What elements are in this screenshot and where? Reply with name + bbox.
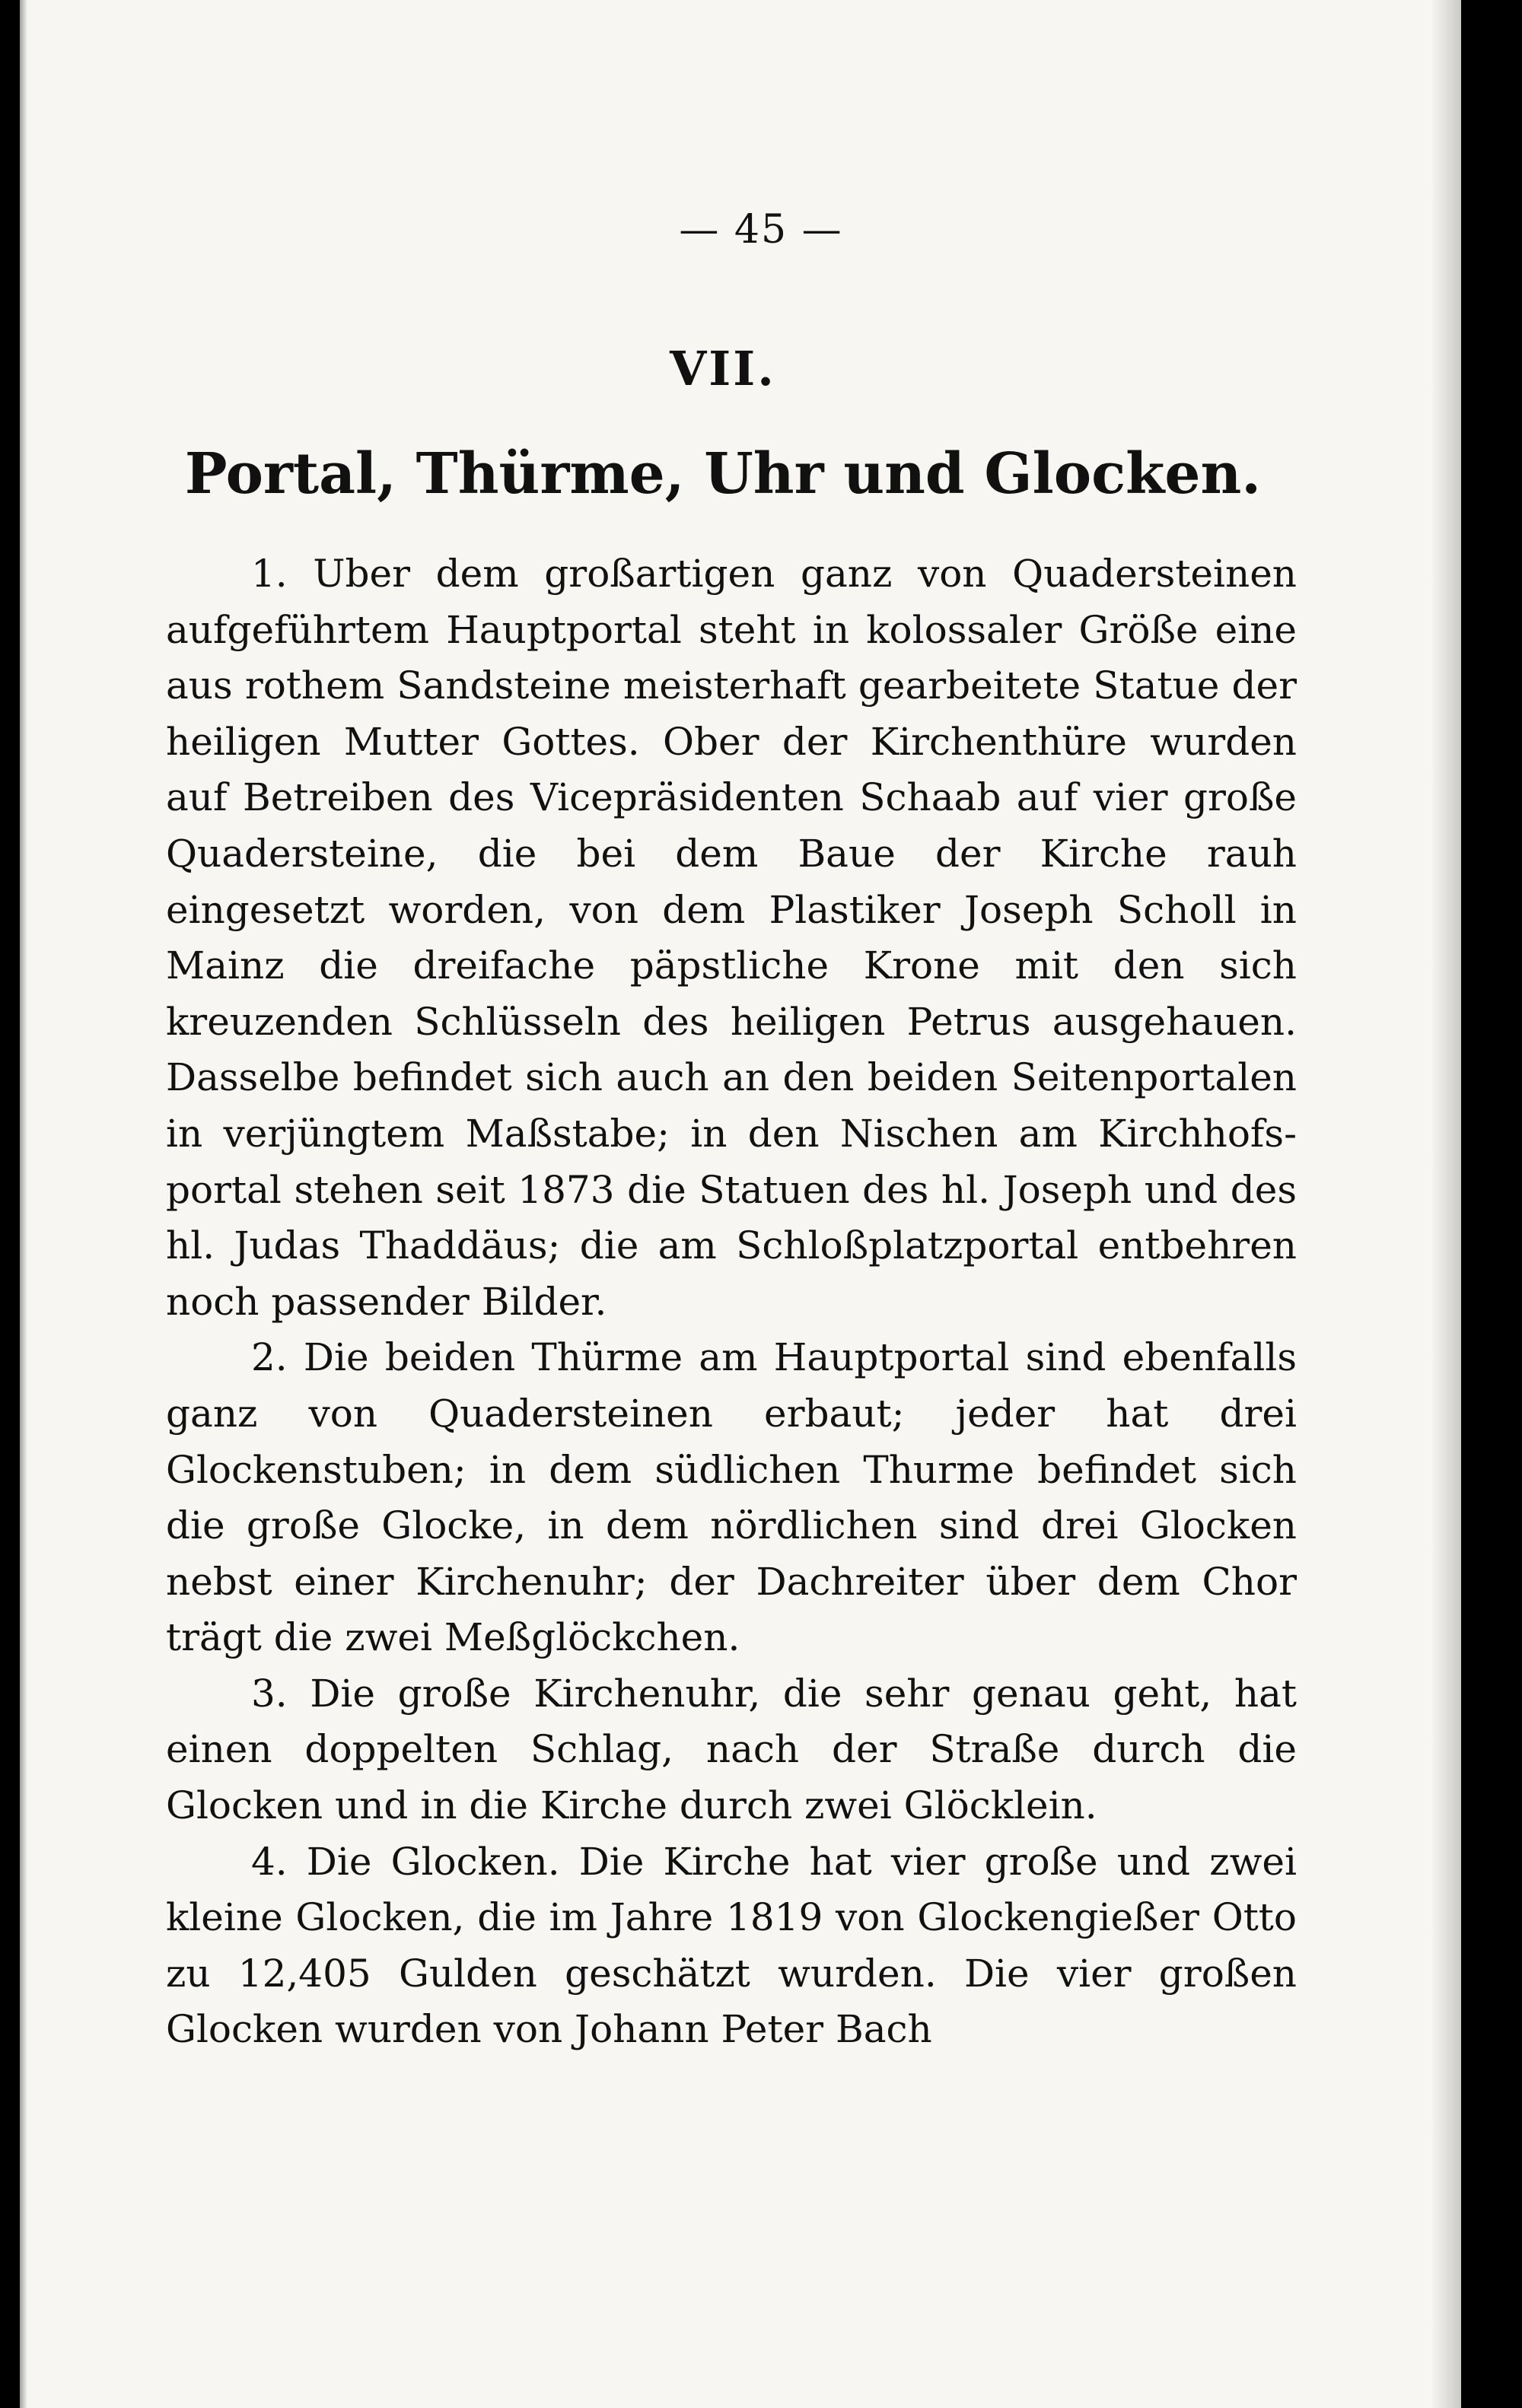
paragraph: 2. Die beiden Thürme am Hauptportal sind ebenfalls ganz von Quadersteinen erbaut; jeder hat drei Glockenstuben; in dem südlichen Thurme befindet sich die große Glocke, in dem nördlichen sind drei Glocken nebst einer Kirchenuhr; der Dachreiter über dem Chor trägt die zwei Meßglöckchen. [166,1335,1297,1660]
chapter-title: Portal, Thürme, Uhr und Glocken. [184,441,1262,507]
body-text [166,546,1297,2058]
paragraph: 1. Uber dem großartigen ganz von Quadersteinen aufgeführtem Hauptportal steht in kolossaler Größe eine aus rothem Sandsteine meisterhaft gearbeitete Statue der heiligen Mutter Gottes. Ober der Kirchenthüre wurden auf Betreiben des Vicepräsidenten Schaab auf vier große Quadersteine, die bei dem Baue der Kirche rauh eingesetzt worden, von dem Plastiker Joseph Scholl in Mainz die dreifache päpstliche Krone mit den sich kreuzenden Schlüsseln des heiligen Petrus ausgehauen. Dasselbe befindet sich auch an den beiden Seitenportalen in verjüngtem Maßstabe; in den Nischen am Kirchhofsportal stehen seit 1873 die Statuen des hl. Joseph und des hl. Judas Thaddäus; die am Schloßplatzportal entbehren noch passender Bilder. [166,552,1297,1324]
page-number: — 45 — [679,207,843,253]
paragraph: 3. Die große Kirchenuhr, die sehr genau geht, hat einen doppelten Schlag, nach der Straße durch die Glocken und in die Kirche durch zwei Glöcklein. [166,1671,1297,1828]
chapter-heading: VII. [670,341,776,396]
paragraph: 4. Die Glocken. Die Kirche hat vier große und zwei kleine Glocken, die im Jahre 1819 von Glockengießer Otto zu 12,405 Gulden geschätzt wurden. Die vier großen Glocken wurden von Johann Peter Bach [166,1839,1297,2052]
